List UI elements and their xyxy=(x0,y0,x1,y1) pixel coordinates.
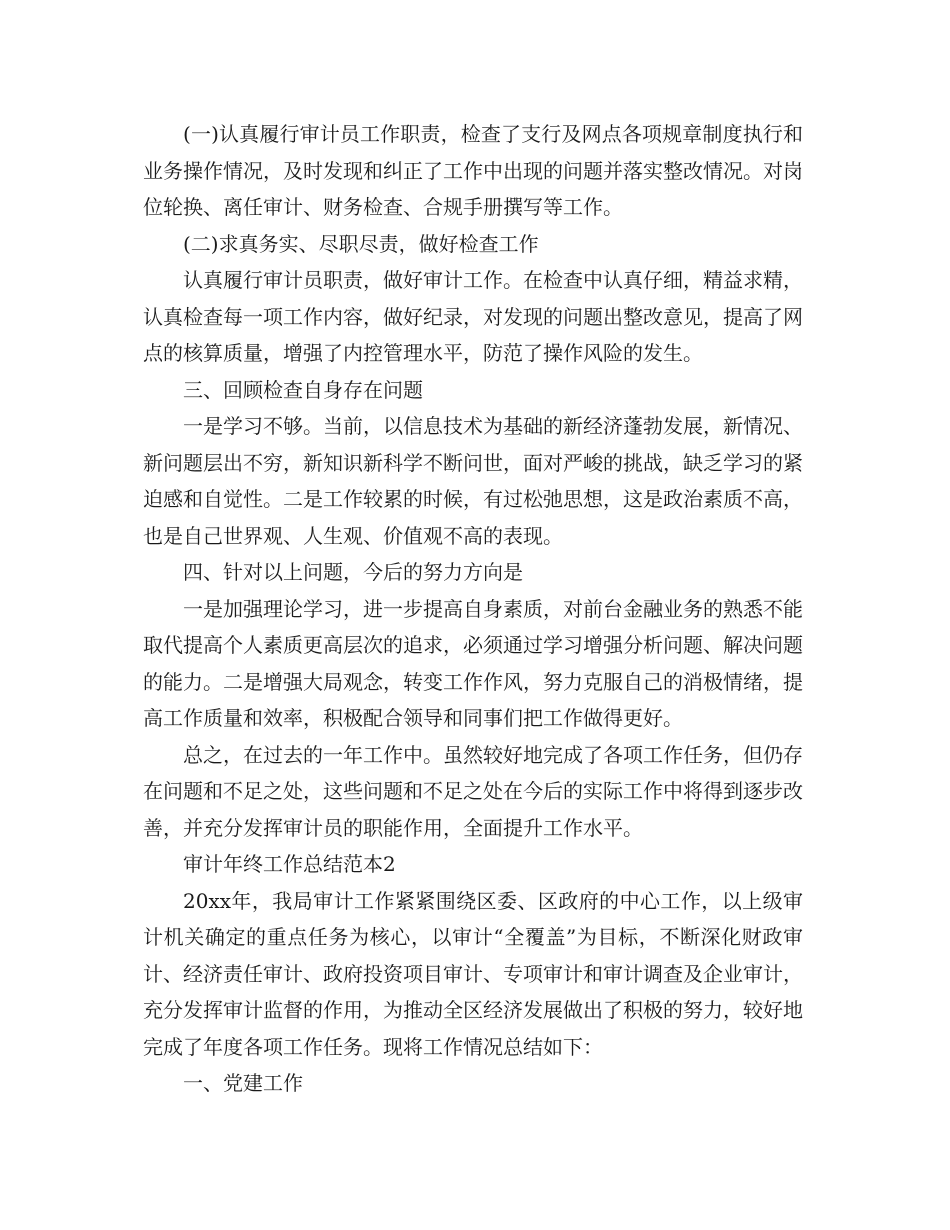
heading-sample-2: 审计年终工作总结范本2 xyxy=(183,852,396,876)
paragraph-annual-overview: 20xx年，我局审计工作紧紧围绕区委、区政府的中心工作，以上级审计机关确定的重点任务为核心，以审计“全覆盖”为目标，不断深化财政审计、经济责任审计、政府投资项目审计、专项审计和审计调查及企业审计，充分发挥审计监督的作用，为推动全区经济发展做出了积极的努力，较好地完成了年度各项工作任务。现将工作情况总结如下： xyxy=(143,888,803,1059)
paragraph-shortcomings: 一是学习不够。当前，以信息技术为基础的新经济蓬勃发展，新情况、新问题层出不穷，新知识新科学不断问世，面对严峻的挑战，缺乏学习的紧迫感和自觉性。二是工作较累的时候，有过松弛思想，这是政治素质不高，也是自己世界观、人生观、价值观不高的表现。 xyxy=(143,414,803,548)
heading-future-direction: 四、针对以上问题，今后的努力方向是 xyxy=(183,560,523,584)
paragraph-audit-duties: 认真履行审计员职责，做好审计工作。在检查中认真仔细，精益求精，认真检查每一项工作内容，做好纪录，对发现的问题出整改意见，提高了网点的核算质量，增强了内控管理水平，防范了操作风险的发生。 xyxy=(143,268,803,365)
paragraph-improvement-plan: 一是加强理论学习，进一步提高自身素质，对前台金融业务的熟悉不能取代提高个人素质更高层次的追求，必须通过学习增强分析问题、解决问题的能力。二是增强大局观念，转变工作作风，努力克服自己的消极情绪，提高工作质量和效率，积极配合领导和同事们把工作做得更好。 xyxy=(143,596,803,730)
heading-party-building: 一、党建工作 xyxy=(183,1071,303,1095)
heading-inspection-work: (二)求真务实、尽职尽责，做好检查工作 xyxy=(183,231,539,256)
document-body xyxy=(143,116,803,1102)
heading-self-review: 三、回顾检查自身存在问题 xyxy=(183,377,423,402)
paragraph-duty-performance: (一)认真履行审计员工作职责，检查了支行及网点各项规章制度执行和业务操作情况，及时发现和纠正了工作中出现的问题并落实整改情况。对岗位轮换、离任审计、财务检查、合规手册撰写等工作。 xyxy=(143,122,803,219)
paragraph-conclusion: 总之，在过去的一年工作中。虽然较好地完成了各项工作任务，但仍存在问题和不足之处，这些问题和不足之处在今后的实际工作中将得到逐步改善，并充分发挥审计员的职能作用，全面提升工作水平。 xyxy=(143,742,803,840)
